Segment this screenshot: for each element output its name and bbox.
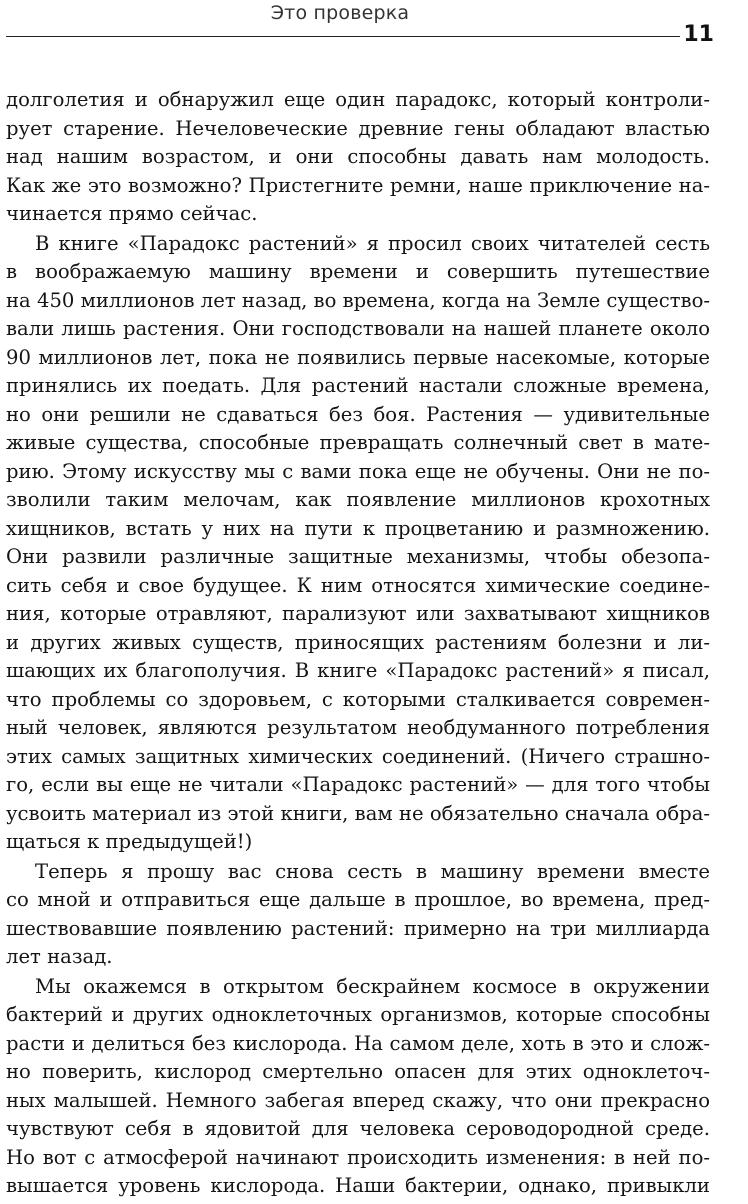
text-line: щаться к предыдущей!)	[6, 830, 253, 853]
text-line: чинается прямо сейчас.	[6, 202, 258, 225]
paragraph	[6, 973, 710, 1201]
text-line: Теперь я прошу вас снова сесть в машину времени вместе	[35, 859, 710, 883]
text-line: вали лишь растения. Они господствовали на нашей планете около	[6, 317, 710, 340]
text-line: Как же это возможно? Пристегните ремни, наше приключение на-	[6, 173, 710, 197]
text-line: со мной и отправиться еще дальше в прошлое, во времена, пред-	[6, 888, 710, 911]
text-line: вышается уровень кислорода. Наши бактерии, однако, привыкли	[6, 1174, 710, 1197]
paragraph	[6, 86, 710, 229]
text-line: чувствуют себя в ядовитой для человека сероводородной среде.	[6, 1117, 710, 1140]
text-line: принялись их поедать. Для растений настали сложные времена,	[6, 374, 710, 397]
text-line: усвоить материал из этой книги, вам не обязательно сначала обра-	[6, 801, 710, 825]
text-line: сить себя и свое будущее. К ним относятся химические соедине-	[6, 573, 710, 597]
text-line: что проблемы со здоровьем, с которыми сталкивается современ-	[6, 687, 710, 711]
paragraph	[6, 230, 710, 857]
text-line: живые существа, способные превращать солнечный свет в мате-	[6, 431, 710, 454]
text-line: шествовавшие появлению растений: примерно на три миллиарда	[6, 916, 710, 940]
text-line: но поверить, кислород смертельно опасен для этих одноклеточ-	[6, 1060, 710, 1083]
page-number: 11	[683, 22, 714, 47]
text-line: и других живых существ, приносящих растениям болезни и ли-	[6, 630, 710, 654]
text-line: на 450 миллионов лет назад, во времена, когда на Земле существо-	[6, 288, 710, 312]
text-line: 90 миллионов лет, пока не появились первые насекомые, которые	[6, 345, 710, 369]
text-line: бактерий и других одноклеточных организмов, которые способны	[6, 1003, 710, 1026]
header-rule	[6, 36, 680, 37]
text-line: шающих их благополучия. В книге «Парадокс растений» я писал,	[6, 659, 710, 682]
text-line: этих самых защитных химических соединений. (Ничего страшно-	[6, 744, 710, 768]
text-line: рует старение. Нечеловеческие древние гены обладают властью	[6, 116, 710, 140]
text-line: Но вот с атмосферой начинают происходить изменения: в ней по-	[6, 1145, 710, 1169]
text-line: ния, которые отравляют, парализуют или захватывают хищников	[6, 602, 710, 625]
text-line: зволили таким мелочам, как появление миллионов крохотных	[6, 488, 710, 511]
text-line: в воображаемую машину времени и совершить путешествие	[6, 260, 710, 283]
text-line: расти и делиться без кислорода. На самом деле, хоть в это и слож-	[6, 1031, 710, 1055]
paragraph	[6, 858, 710, 972]
text-line: лет назад.	[6, 945, 113, 968]
body-text	[6, 86, 710, 1201]
text-line: Мы окажемся в открытом бескрайнем космосе в окружении	[35, 974, 710, 998]
text-line: ных малышей. Немного забегая вперед скажу, что они прекрасно	[6, 1088, 710, 1112]
text-line: над нашим возрастом, и они способны давать нам молодость.	[6, 145, 710, 168]
text-line: Они развили различные защитные механизмы, чтобы обезопа-	[6, 545, 710, 568]
text-line: но они решили не сдаваться без боя. Растения — удивительные	[6, 402, 710, 426]
text-line: долголетия и обнаружил еще один парадокс, который контроли-	[6, 88, 710, 111]
text-line: рию. Этому искусству мы с вами пока еще не обучены. Они не по-	[6, 459, 710, 483]
text-line: хищников, встать у них на пути к процветанию и размножению.	[6, 516, 710, 540]
running-header-title: Это проверка	[270, 2, 410, 24]
text-line: го, если вы еще не читали «Парадокс растений» — для того чтобы	[6, 773, 710, 796]
text-line: В книге «Парадокс растений» я просил своих читателей сесть	[35, 231, 710, 255]
text-line: ный человек, являются результатом необдуманного потребления	[6, 716, 710, 739]
